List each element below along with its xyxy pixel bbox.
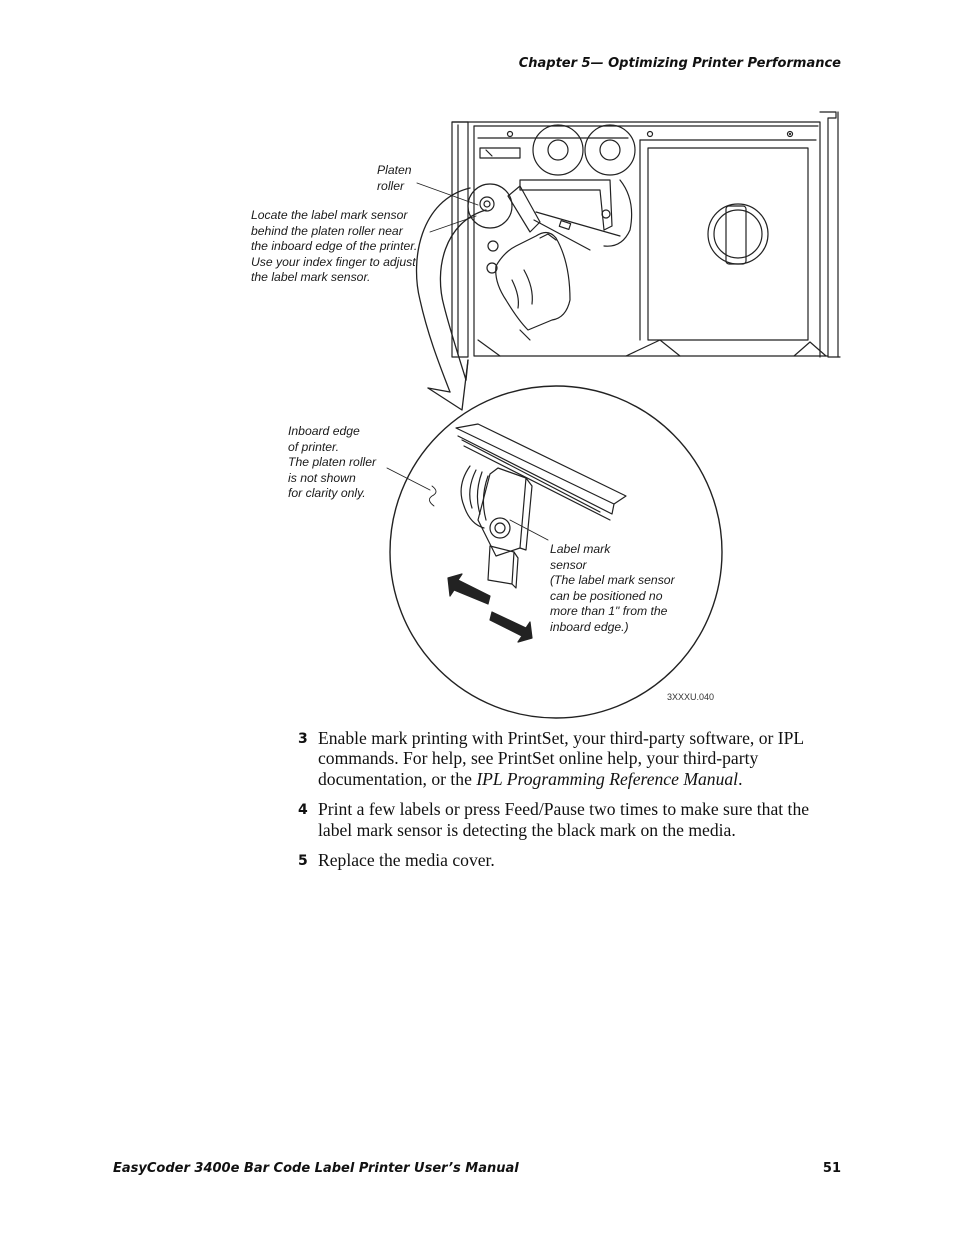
callout-locate-sensor: Locate the label mark sensor behind the platen roller near the inboard edge of the printer. Use your index finger to adjust the label mark sensor. <box>251 208 418 285</box>
step-number: 5 <box>298 853 308 870</box>
step-4 <box>298 799 838 840</box>
callout-label-mark-sensor: Label mark sensor (The label mark sensor can be positioned no more than 1" from the inboard edge.) <box>550 542 675 634</box>
printer-frame-illustration <box>452 112 840 357</box>
leader-platen <box>417 183 478 205</box>
step-number: 4 <box>298 802 308 819</box>
manual-title-ref: IPL Programming Reference Manual <box>476 768 739 789</box>
adjust-arrows <box>448 574 532 642</box>
step-text: Enable mark printing with PrintSet, your third-party software, or IPL commands. For help, see PrintSet online help, your third-party documentation, or the <box>318 728 804 789</box>
step-number: 3 <box>298 731 308 747</box>
step-text: Replace the media cover. <box>318 850 495 871</box>
leader-locate <box>430 216 476 232</box>
step-5 <box>298 850 838 870</box>
callout-platen-roller: Platen roller <box>377 163 412 193</box>
leader-squiggle <box>429 486 436 506</box>
step-3 <box>298 728 838 789</box>
page-number: 51 <box>822 1161 841 1176</box>
running-header: Chapter 5— Optimizing Printer Performance <box>518 56 841 71</box>
footer-manual-title: EasyCoder 3400e Bar Code Label Printer User’s Manual <box>113 1161 519 1176</box>
step-text-end: . <box>738 768 743 789</box>
figure-id: 3XXXU.040 <box>667 692 715 702</box>
step-text: Print a few labels or press Feed/Pause two times to make sure that the label mark sensor is detecting the black mark on the media. <box>318 799 810 840</box>
leader-inboard <box>387 468 430 490</box>
zoom-arrow <box>417 188 486 410</box>
callout-inboard-edge: Inboard edge of printer. The platen roller is not shown for clarity only. <box>288 424 377 501</box>
procedure-steps <box>298 728 838 880</box>
